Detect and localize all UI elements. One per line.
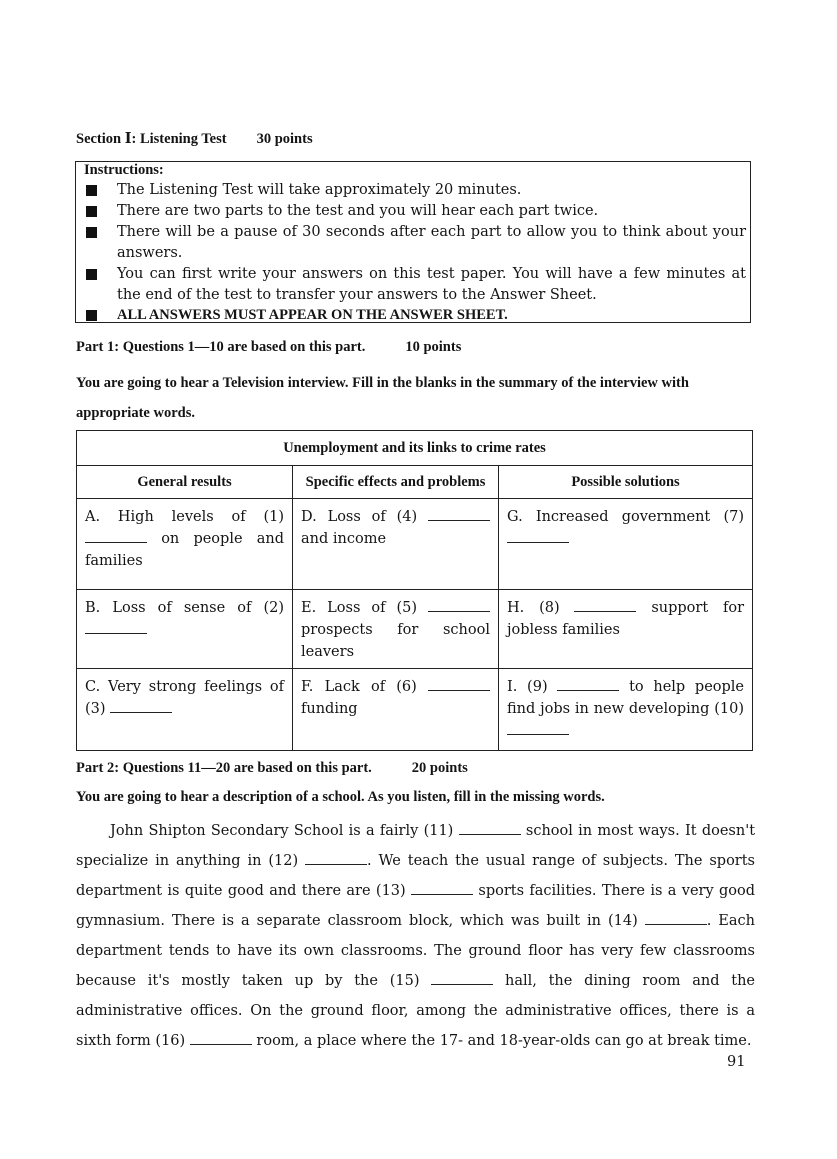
table-cell: C. Very strong feelings of (3)	[77, 669, 293, 751]
section-heading	[76, 130, 313, 148]
answer-blank[interactable]	[574, 610, 636, 612]
section-points: 30 points	[256, 131, 313, 147]
answer-blank[interactable]	[428, 689, 490, 691]
table-caption: Unemployment and its links to crime rates	[77, 431, 753, 466]
instruction-text: The Listening Test will take approximately 20 minutes.	[117, 182, 522, 198]
table-cell: B. Loss of sense of (2)	[77, 590, 293, 669]
part2-points: 20 points	[411, 760, 468, 776]
instruction-item	[84, 264, 746, 306]
table-cell: A. High levels of (1) on people and families	[77, 499, 293, 590]
bullet-square-icon	[86, 206, 97, 217]
crime-table	[76, 430, 753, 751]
bullet-square-icon	[86, 227, 97, 238]
table-row	[77, 590, 753, 669]
column-header: General results	[77, 466, 293, 499]
answer-blank[interactable]	[110, 711, 172, 713]
part2-title: Part 2: Questions 11—20 are based on this part.	[76, 760, 372, 776]
instruction-text: There will be a pause of 30 seconds after each part to allow you to think about your answers.	[117, 224, 746, 261]
instruction-item	[84, 222, 746, 264]
bullet-square-icon	[86, 269, 97, 280]
table-cell: F. Lack of (6) funding	[293, 669, 499, 751]
instruction-text: There are two parts to the test and you will hear each part twice.	[117, 203, 599, 219]
answer-blank[interactable]	[431, 983, 493, 985]
answer-blank[interactable]	[645, 923, 707, 925]
instructions-title: Instructions:	[84, 162, 164, 178]
table-row	[77, 499, 753, 590]
answer-blank[interactable]	[459, 833, 521, 835]
table-row	[77, 669, 753, 751]
table-cell: G. Increased government (7)	[499, 499, 753, 590]
bullet-square-icon	[86, 185, 97, 196]
page-number: 91	[727, 1054, 746, 1070]
answer-blank[interactable]	[85, 632, 147, 634]
part1-heading	[76, 339, 461, 356]
answer-blank[interactable]	[428, 610, 490, 612]
column-header: Specific effects and problems	[293, 466, 499, 499]
instruction-text: ALL ANSWERS MUST APPEAR ON THE ANSWER SHEET.	[117, 307, 508, 323]
table-cell: H. (8) support for jobless families	[499, 590, 753, 669]
answer-blank[interactable]	[305, 863, 367, 865]
answer-blank[interactable]	[85, 541, 147, 543]
part1-instruction: You are going to hear a Television interview. Fill in the blanks in the summary of the interview with appropriate words.	[76, 375, 689, 421]
answer-blank[interactable]	[507, 541, 569, 543]
answer-blank[interactable]	[411, 893, 473, 895]
column-header: Possible solutions	[499, 466, 753, 499]
table-cell: D. Loss of (4) and income	[293, 499, 499, 590]
part2-instruction: You are going to hear a description of a school. As you listen, fill in the missing words.	[76, 789, 605, 805]
bullet-square-icon	[86, 310, 97, 321]
answer-blank[interactable]	[557, 689, 619, 691]
table-cell: I. (9) to help people find jobs in new developing (10)	[499, 669, 753, 751]
answer-blank[interactable]	[190, 1043, 252, 1045]
part1-points: 10 points	[405, 339, 462, 355]
instruction-item	[84, 180, 746, 201]
instruction-text: You can first write your answers on this test paper. You will have a few minutes at the end of the test to transfer your answers to the Answer Sheet.	[117, 266, 746, 303]
section-title: Section Ⅰ: Listening Test	[76, 131, 227, 147]
instruction-item	[84, 201, 746, 222]
answer-blank[interactable]	[507, 733, 569, 735]
passage: John Shipton Secondary School is a fairly (11) school in most ways. It doesn't specialize in anything in (12) . We teach the usual range of subjects. The sports department is quite good and there are (13) sports facilities. There is a very good gymnasium. There is a separate classroom block, which was built in (14) . Each department tends to have its own classrooms. The ground floor has very few classrooms because it's mostly taken up by the (15) hall, the dining room and the administrative offices. On the ground floor, among the administrative offices, there is a sixth form (16) room, a place where the 17- and 18-year-olds can go at break time.	[76, 823, 756, 1049]
part2-heading	[76, 760, 468, 777]
table-cell: E. Loss of (5) prospects for school leavers	[293, 590, 499, 669]
answer-blank[interactable]	[428, 519, 490, 521]
instruction-item	[84, 305, 746, 326]
part1-title: Part 1: Questions 1—10 are based on this part.	[76, 339, 366, 355]
